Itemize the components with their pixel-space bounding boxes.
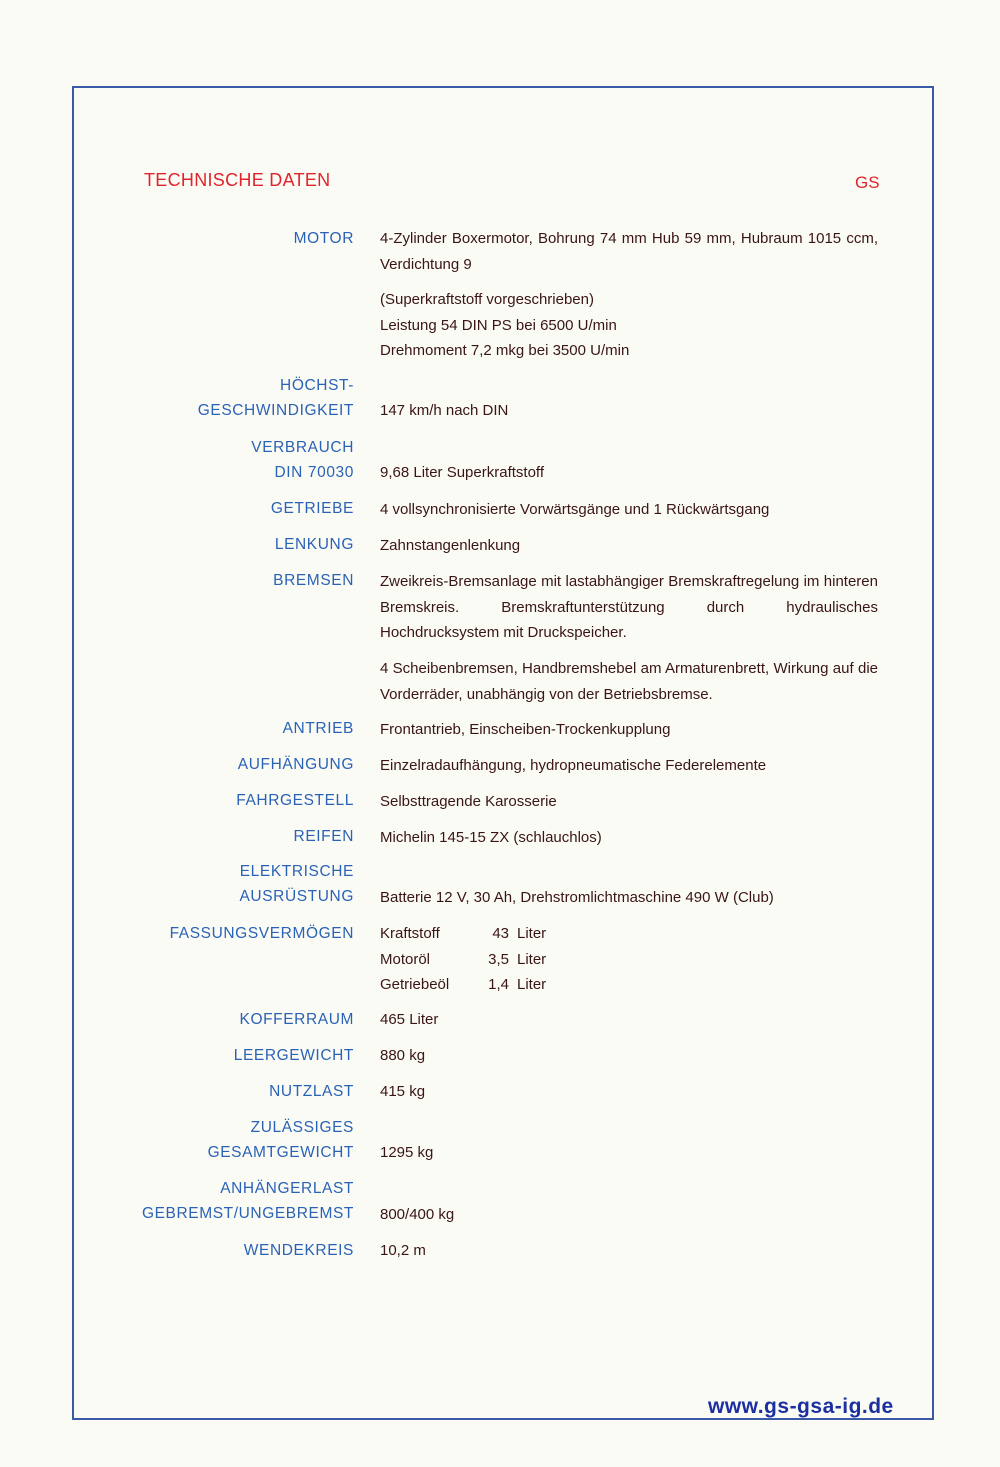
spec-value-nutzlast: 415 kg xyxy=(380,1083,426,1100)
spec-label-aufhaengung: AUFHÄNGUNG xyxy=(237,756,354,773)
spec-value-anhaengerlast: 800/400 kg xyxy=(380,1206,455,1223)
spec-value-verbrauch: 9,68 Liter Superkraftstoff xyxy=(380,464,544,481)
label-line: DIN 70030 xyxy=(274,464,354,481)
spec-value-aufhaengung: Einzelradaufhängung, hydropneumatische Federelemente xyxy=(380,757,767,774)
spec-label-fahrgestell: FAHRGESTELL xyxy=(236,792,354,809)
spec-value-reifen: Michelin 145-15 ZX (schlauchlos) xyxy=(380,829,602,846)
spec-value-bremsen-2: 4 Scheibenbremsen, Handbremshebel am Armaturenbrett, Wirkung auf die Vorderräder, unabhängig von der Betriebsbremse. xyxy=(380,660,878,703)
spec-label-gesamtgewicht xyxy=(114,1115,354,1165)
motor-line: 4-Zylinder Boxermotor, Bohrung 74 mm Hub 59 mm, Hubraum 1015 ccm, Verdichtung 9 xyxy=(380,230,878,273)
capacity-amount: 3,5 xyxy=(488,950,509,968)
spec-label-motor: MOTOR xyxy=(293,230,354,247)
spec-value-motor xyxy=(380,226,878,277)
motor-line: (Superkraftstoff vorgeschrieben) xyxy=(380,291,594,308)
capacity-name: Kraftstoff xyxy=(380,925,440,942)
spec-value-antrieb: Frontantrieb, Einscheiben-Trockenkupplung xyxy=(380,721,671,738)
motor-line: Drehmoment 7,2 mkg bei 3500 U/min xyxy=(380,342,630,359)
capacity-amount: 43 xyxy=(492,925,509,942)
spec-label-reifen: REIFEN xyxy=(293,828,354,845)
spec-label-nutzlast: NUTZLAST xyxy=(269,1083,354,1100)
label-line: GESCHWINDIGKEIT xyxy=(197,402,354,419)
spec-value-fahrgestell: Selbsttragende Karosserie xyxy=(380,793,557,810)
model-label: GS xyxy=(855,173,880,192)
spec-value-bremsen: Zweikreis-Bremsanlage mit lastabhängiger Bremskraftregelung im hinteren Bremskreis. Bremskraftunterstützung durch hydraulisches Hochdrucksystem mit Druckspeicher. xyxy=(380,573,878,641)
spec-value-lenkung: Zahnstangenlenkung xyxy=(380,537,521,554)
label-line: VERBRAUCH xyxy=(251,439,354,456)
spec-label-fassung: FASSUNGSVERMÖGEN xyxy=(169,925,354,942)
capacity-row xyxy=(380,921,878,947)
spec-value-leergewicht: 880 kg xyxy=(380,1047,426,1064)
capacity-unit: Liter xyxy=(517,925,547,942)
label-line: GESAMTGEWICHT xyxy=(207,1144,354,1161)
motor-line: Leistung 54 DIN PS bei 6500 U/min xyxy=(380,316,617,334)
capacity-row xyxy=(380,972,878,998)
spec-label-kofferraum: KOFFERRAUM xyxy=(239,1011,354,1028)
spec-value-getriebe: 4 vollsynchronisierte Vorwärtsgänge und 1 Rückwärtsgang xyxy=(380,501,770,518)
spec-label-getriebe: GETRIEBE xyxy=(270,500,354,517)
capacity-unit: Liter xyxy=(517,976,547,993)
spec-label-elektrik xyxy=(114,859,354,909)
spec-value-fassung xyxy=(380,921,878,998)
spec-label-bremsen: BREMSEN xyxy=(273,572,354,589)
capacity-unit: Liter xyxy=(517,950,547,968)
spec-value-motor-details xyxy=(380,287,878,364)
label-line: ANHÄNGERLAST xyxy=(220,1180,354,1197)
capacity-row xyxy=(380,947,878,973)
spec-label-anhaengerlast xyxy=(114,1176,354,1226)
capacity-name: Motoröl xyxy=(380,950,431,968)
footer-url[interactable]: www.gs-gsa-ig.de xyxy=(708,1395,894,1418)
spec-label-antrieb: ANTRIEB xyxy=(282,720,354,737)
spec-value-hoechst: 147 km/h nach DIN xyxy=(380,402,509,419)
spec-label-lenkung: LENKUNG xyxy=(274,536,354,553)
label-line: ELEKTRISCHE xyxy=(239,863,354,880)
spec-label-wendekreis: WENDEKREIS xyxy=(243,1242,354,1259)
page-title: TECHNISCHE DATEN xyxy=(144,170,331,190)
spec-value-kofferraum: 465 Liter xyxy=(380,1011,439,1028)
spec-label-leergewicht: LEERGEWICHT xyxy=(233,1047,354,1064)
spec-label-hoechst xyxy=(114,373,354,423)
spec-value-wendekreis: 10,2 m xyxy=(380,1242,426,1259)
label-line: AUSRÜSTUNG xyxy=(239,888,354,905)
label-line: GEBREMST/UNGEBREMST xyxy=(141,1205,354,1222)
spec-value-gesamtgewicht: 1295 kg xyxy=(380,1144,434,1161)
capacity-amount: 1,4 xyxy=(488,976,509,993)
capacity-name: Getriebeöl xyxy=(380,976,450,993)
spec-label-verbrauch xyxy=(114,435,354,485)
label-line: ZULÄSSIGES xyxy=(250,1119,354,1136)
label-line: HÖCHST- xyxy=(280,377,354,394)
spec-value-elektrik: Batterie 12 V, 30 Ah, Drehstromlichtmaschine 490 W (Club) xyxy=(380,889,774,906)
